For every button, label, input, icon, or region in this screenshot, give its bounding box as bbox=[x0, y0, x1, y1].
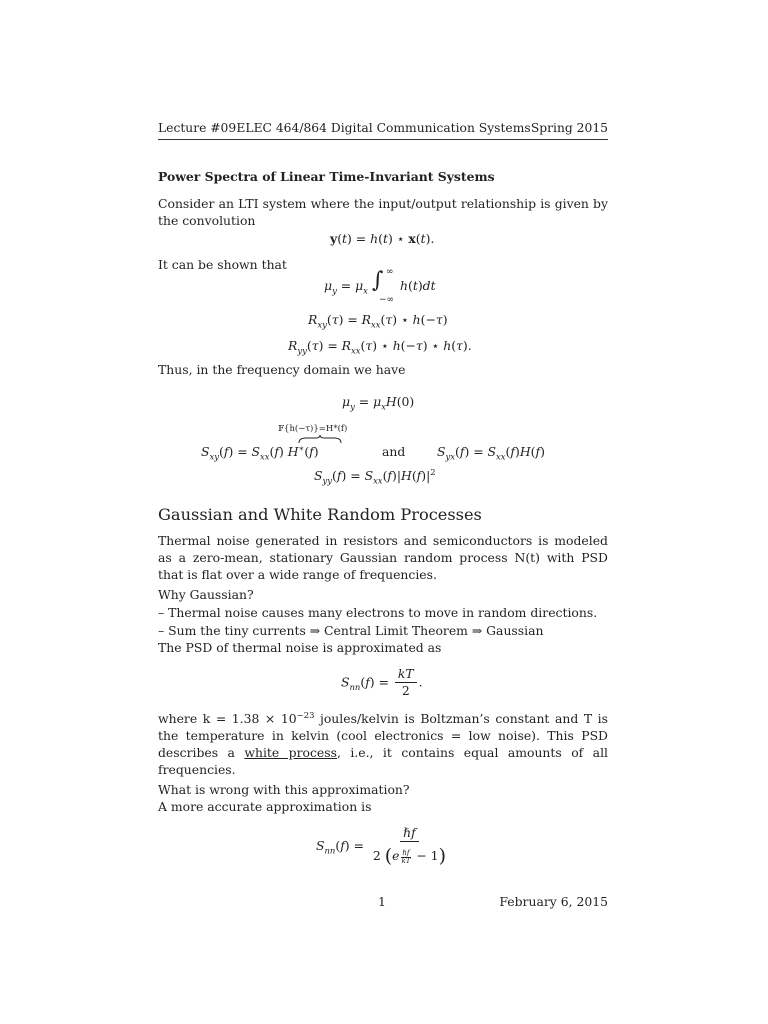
why-gaussian: Why Gaussian? bbox=[158, 587, 254, 602]
header-lecture: Lecture #09 bbox=[158, 121, 237, 135]
page-number: 1 bbox=[378, 894, 386, 909]
document-page bbox=[158, 0, 608, 1024]
equation-mean-frequency: $\mu_y = \mu_xH(0)$ bbox=[342, 394, 415, 412]
equation-thermal-psd: $S_{nn}(f)$ = $\frac{kT}{2}$ . bbox=[341, 666, 423, 698]
psd-intro: The PSD of thermal noise is approximated as bbox=[158, 640, 442, 655]
header-term: Spring 2015 bbox=[530, 121, 608, 135]
equation-convolution: y(t) = h(t) ⋆ x(t). bbox=[330, 231, 435, 246]
intro-paragraph: Consider an LTI system where the input/output relationship is given by the convolution bbox=[158, 196, 608, 229]
equation-cross-psd: $S_{xy}(f) = S_{xx}(f)$ H∗(f) bbox=[201, 442, 319, 462]
equation-accurate-psd: $S_{nn}(f)$ = ℏf 2 (e $\frac{\text{ℏf}}{kT}$ − 1) bbox=[316, 825, 446, 867]
equation-yx-psd: $S_{yx}(f) = S_{xx}(f)H(f)$ bbox=[437, 444, 545, 462]
equation-mean: $\mu_y = \mu_x$ ∫ ∞ −∞ h(t)dt bbox=[324, 267, 436, 305]
brace-annotation: 𝔽{h(−τ)}=H*(f) bbox=[278, 424, 348, 434]
thermal-noise-paragraph: Thermal noise generated in resistors and semiconductors is modeled as a zero-mean, stationary Gaussian random process N(t) with PSD that is flat over a wide range of frequencies. bbox=[158, 533, 608, 583]
and-word: and bbox=[382, 444, 406, 459]
bullet-clt: – Sum the tiny currents ⇒ Central Limit Theorem ⇒ Gaussian bbox=[158, 623, 544, 638]
equation-cross-correlation: $R_{xy}(\tau) = R_{xx}(\tau)$ ⋆ h(−τ) bbox=[308, 312, 448, 330]
section-title-lti: Power Spectra of Linear Time-Invariant Systems bbox=[158, 169, 495, 184]
bullet-electrons: – Thermal noise causes many electrons to move in random directions. bbox=[158, 605, 598, 620]
running-header bbox=[158, 120, 608, 140]
white-process-term: white process bbox=[244, 745, 337, 761]
section-title-gaussian: Gaussian and White Random Processes bbox=[158, 505, 482, 524]
header-course: ELEC 464/864 Digital Communication Systems bbox=[236, 121, 531, 135]
equation-output-psd: $S_{yy}(f) = S_{xx}(f)|H(f)|^2$ bbox=[314, 466, 436, 486]
equation-auto-correlation: $R_{yy}(\tau) = R_{xx}(\tau)$ ⋆ h(−τ) ⋆ h(τ). bbox=[288, 338, 472, 356]
boltzmann-paragraph: where $k = 1.38 \times 10^{-23}$ joules/kelvin is Boltzman’s constant and T is the temperature in kelvin (cool electronics = low noise). This PSD describes a white process, i.e., it contains equal amounts of all frequencies. bbox=[158, 709, 608, 778]
accurate-text: A more accurate approximation is bbox=[158, 799, 372, 814]
footer-date: February 6, 2015 bbox=[499, 894, 608, 909]
thus-text: Thus, in the frequency domain we have bbox=[158, 362, 406, 377]
wrong-question: What is wrong with this approximation? bbox=[158, 782, 410, 797]
shown-text: It can be shown that bbox=[158, 257, 287, 272]
